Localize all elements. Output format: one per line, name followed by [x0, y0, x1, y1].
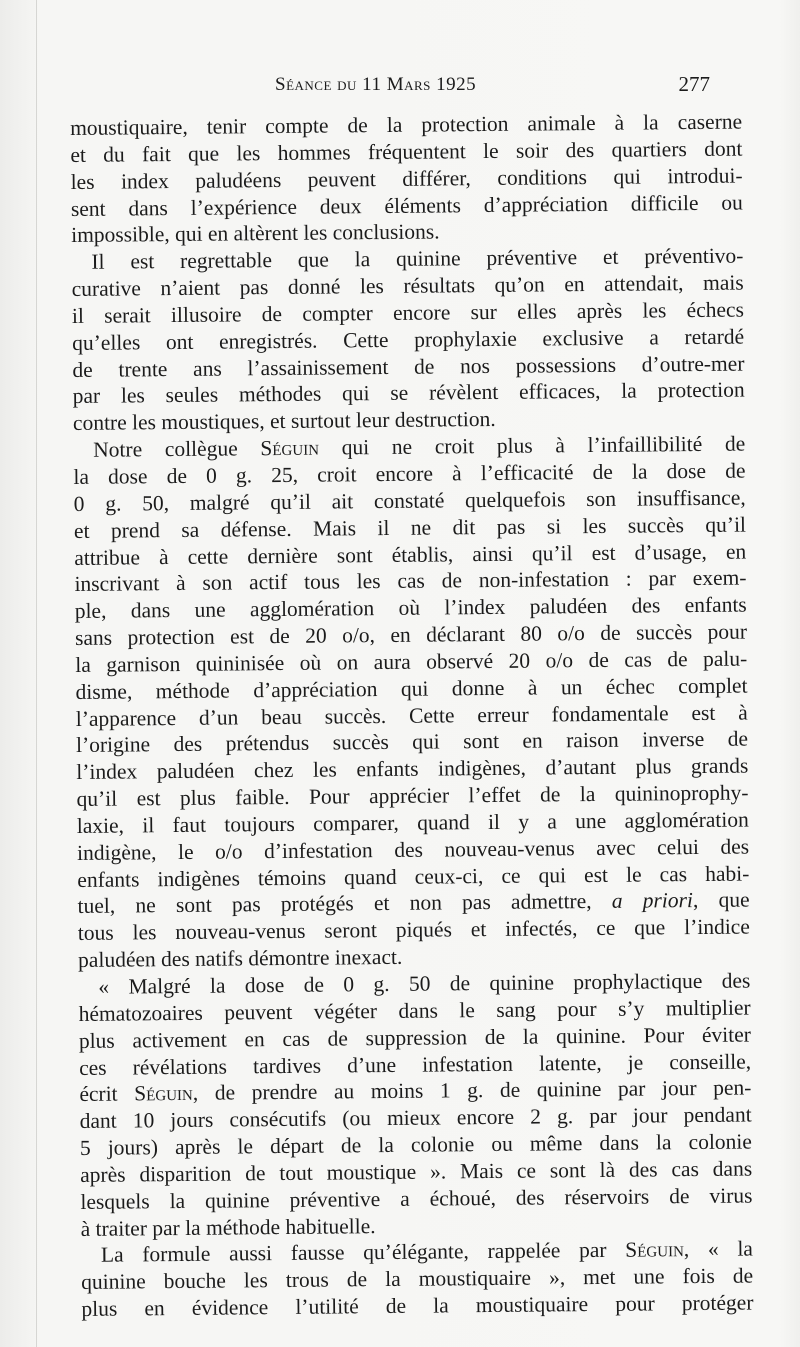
paragraph-start-line: Il est regrettable que la quinine préventive et préventivo- [91, 243, 744, 275]
text-line: l’origine des prétendus succès qui sont en raison inverse de [75, 726, 749, 758]
text-line: de trente ans l’assainissement de nos possessions d’outre-mer [72, 351, 745, 382]
text-run: , que [692, 887, 750, 913]
text-run: La formule aussi fausse qu’élégante, rappelée par [100, 1238, 626, 1268]
text-line: la dose de 0 g. 25, croit encore à l’efficacité de la dose de [73, 458, 746, 489]
text-run: Notre collègue [93, 436, 261, 462]
text-line: lesquels la quinine préventive a échoué, des réservoirs de virus [80, 1183, 753, 1214]
text-line: paludéen des natifs démontre inexact. [77, 945, 403, 973]
text-line: curative n’aient pas donné les résultats qu’on en attendait, mais [71, 270, 744, 302]
text-line: les index paludéens peuvent différer, conditions qui introdui- [70, 163, 743, 194]
text-line: plus activement en cas de suppression de la quinine. Pour éviter [78, 1022, 751, 1053]
paragraph-start-line: « Malgré la dose de 0 g. 50 de quinine prophylactique des [98, 968, 751, 999]
author-name: Séguin [625, 1237, 684, 1263]
text-line: disme, méthode d’appréciation qui donne à un échec complet [75, 673, 748, 704]
text-line: impossible, qui en altèrent les conclusions. [71, 219, 440, 248]
text-run: écrit [79, 1081, 135, 1107]
text-run: , de prendre au moins 1 g. de quinine par jour pen- [192, 1075, 752, 1106]
text-line: attribue à cette dernière sont établis, ainsi qu’il est d’usage, en [74, 539, 747, 570]
text-line: ces révélations tardives d’une infestation latente, je conseille, [79, 1049, 752, 1080]
text-line: ple, dans une agglomération où l’index paludéen des enfants [74, 592, 747, 624]
running-head [0, 72, 800, 102]
text-line: dant 10 jours consécutifs (ou mieux encore 2 g. par jour pendant [79, 1102, 752, 1134]
text-line: enfants indigènes témoins quand ceux-ci, ce qui est le cas habi- [77, 861, 750, 892]
text-line: après disparition de tout moustique ». Mais ce sont là des cas dans [80, 1156, 753, 1187]
page-number: 277 [678, 72, 710, 96]
text-line: sent dans l’expérience deux éléments d’appréciation difficile ou [70, 190, 743, 221]
text-line: tous les nouveau-venus seront piqués et infectés, ce que l’indice [77, 914, 750, 946]
text-line: moustiquaire, tenir compte de la protection animale à la caserne [70, 109, 743, 140]
author-name: Séguin [260, 435, 320, 461]
italic-phrase: a priori [611, 888, 694, 914]
text-line: inscrivant à son actif tous les cas de non-infestation : par exem- [74, 565, 747, 597]
text-line: laxie, il faut toujours comparer, quand il y a une agglomération [76, 807, 749, 838]
text-line: l’index paludéen chez les enfants indigènes, d’autant plus grands [76, 753, 749, 785]
text-line: et du fait que les hommes fréquentent le soir des quartiers dont [70, 136, 743, 167]
text-line: qu’elles ont enregistrés. Cette prophylaxie exclusive a retardé [72, 324, 745, 355]
text-line: 5 jours) après le départ de la colonie ou même dans la colonie [79, 1129, 753, 1161]
text-run: tuel, ne sont pas protégés et non pas admettre, [77, 889, 612, 919]
text-line: l’apparence d’un beau succès. Cette erreur fondamentale est à [75, 700, 748, 731]
text-line: par les seules méthodes qui se révèlent efficaces, la protection [72, 377, 745, 409]
text-line: qu’il est plus faible. Pour apprécier l’effet de la quininoprophy- [76, 780, 749, 812]
binding-gutter [36, 0, 37, 1347]
text-line: il serait illusoire de compter encore sur elles après les échecs [71, 297, 745, 328]
text-line: et prend sa défense. Mais il ne dit pas si les succès qu’il [73, 512, 747, 543]
body-text [70, 109, 754, 1323]
text-line: plus en évidence l’utilité de la moustiquaire pour protéger [81, 1290, 754, 1322]
running-title: Séance du 11 Mars 1925 [275, 74, 477, 95]
text-run: qui ne croit plus à l’infaillibilité de [318, 431, 746, 460]
text-line: sans protection est de 20 o/o, en déclarant 80 o/o de succès pour [74, 619, 748, 651]
author-name: Séguin [134, 1081, 193, 1106]
text-line: quinine bouche les trous de la moustiquaire », met une fois de [81, 1263, 754, 1295]
text-line: hématozoaires peuvent végéter dans le sang pour s’y multiplier [78, 995, 751, 1026]
text-run: , « la [683, 1236, 754, 1262]
text-line: la garnison quininisée où on aura observé 20 o/o de cas de palu- [75, 646, 748, 677]
text-line: à traiter par la méthode habituelle. [80, 1213, 376, 1241]
text-line: 0 g. 50, malgré qu’il ait constaté quelquefois son insuffisance, [73, 485, 746, 516]
text-line: contre les moustiques, et surtout leur destruction. [72, 407, 496, 436]
text-line: indigène, le o/o d’infestation des nouveau-venus avec celui des [76, 834, 750, 865]
